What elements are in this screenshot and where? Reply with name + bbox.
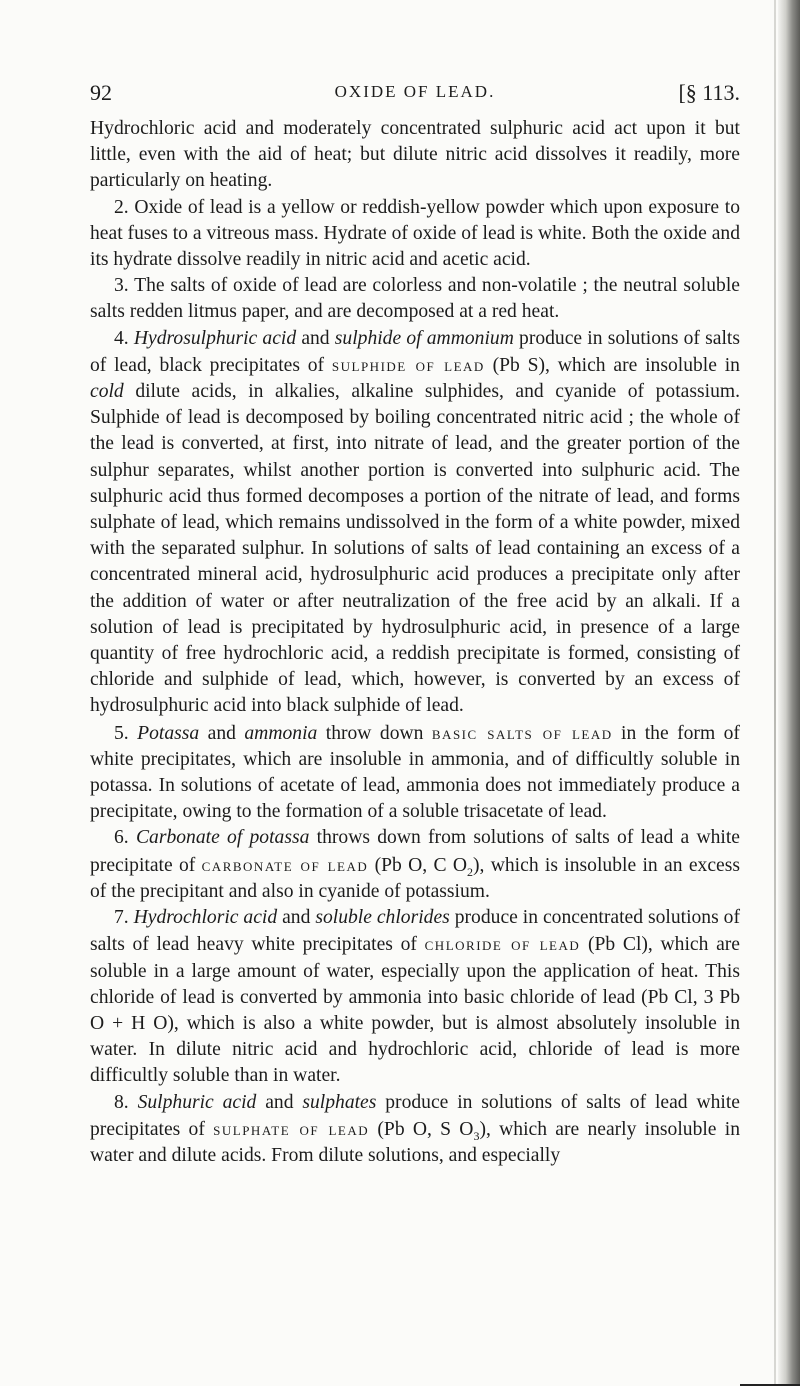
paragraph-1: Hydrochloric acid and moderately concentrated sulphuric acid act upon it but little, even with the aid of heat; but dilute nitric acid dissolves it readily, more particularly on heating. bbox=[90, 118, 740, 192]
reagent-name: sulphates bbox=[302, 1091, 377, 1113]
chemical-formula: (Pb O, C $O_2$), bbox=[374, 854, 485, 879]
page-edge-shadow bbox=[774, 0, 776, 1386]
compound-name: carbonate of lead bbox=[201, 854, 369, 875]
compound-name: sulphate of lead bbox=[213, 1118, 370, 1139]
paragraph-3: 3. The salts of oxide of lead are colorless and non-volatile ; the neutral soluble salts redden litmus paper, and are decomposed at a red heat. bbox=[90, 275, 740, 323]
paragraph-8: 8. Sulphuric acid and sulphates produce in solutions of salts of lead white precipitates of sulphate of lead (Pb O, S $O_3$), which are nearly insoluble in water and dilute acids. From dilute solutions, and especially bbox=[90, 1091, 740, 1166]
body-text bbox=[90, 116, 740, 1169]
reagent-name: ammonia bbox=[244, 722, 318, 744]
compound-name: basic salts of lead bbox=[431, 722, 613, 743]
compound-name: sulphide of lead bbox=[331, 354, 485, 375]
paragraph-6: 6. Carbonate of potassa throws down from solutions of salts of lead a white precipitate of carbonate of lead (Pb O, C $O_2$), which is insoluble in an excess of the precipitant and also in cyanide of potassium. bbox=[90, 827, 740, 902]
reagent-name: Hydrosulphuric acid bbox=[133, 327, 297, 349]
page-number: 92 bbox=[90, 80, 112, 105]
reagent-name: Potassa bbox=[137, 722, 200, 744]
reagent-name: soluble chlorides bbox=[315, 907, 450, 929]
reagent-name: Carbonate of potassa bbox=[135, 827, 310, 849]
reagent-name: sulphide of ammonium bbox=[334, 327, 514, 349]
running-header bbox=[90, 80, 740, 110]
reagent-name: Hydrochloric acid bbox=[133, 907, 278, 929]
running-title: OXIDE OF LEAD. bbox=[334, 82, 496, 101]
paragraph-7: 7. Hydrochloric acid and soluble chlorides produce in concentrated solutions of salts of lead heavy white precipitates of chloride of lead (Pb Cl), which are soluble in a large amount of water, especially upon the application of heat. This chloride of lead is converted by ammonia into basic chloride of lead (Pb Cl, 3 Pb O + H O), which is also a white powder, but is almost absolutely insoluble in water. In dilute nitric acid and hydrochloric acid, chloride of lead is more difficultly soluble than in water. bbox=[90, 907, 741, 1087]
reagent-name: Sulphuric acid bbox=[137, 1091, 257, 1113]
paragraph-5: 5. Potassa and ammonia throw down basic salts of lead in the form of white precipitates, which are insoluble in ammonia, and of difficultly soluble in potassa. In solutions of acetate of lead, ammonia does not immediately produce a precipitate, owing to the formation of a soluble trisacetate of lead. bbox=[90, 722, 740, 823]
compound-name: chloride of lead bbox=[424, 934, 581, 955]
paragraph-4: 4. Hydrosulphuric acid and sulphide of ammonium produce in solutions of salts of lead, black precipitates of sulphide of lead (Pb S), which are insoluble in cold dilute acids, in alkalies, alkaline sulphides, and cyanide of potassium. Sulphide of lead is decomposed by boiling concentrated nitric acid ; the whole of the lead is converted, at first, into nitrate of lead, and the greater portion of the sulphur separates, whilst another portion is converted into sulphuric acid. The sulphuric acid thus formed decomposes a portion of the nitrate of lead, and forms sulphate of lead, which remains undissolved in the form of a white powder, mixed with the separated sulphur. In solutions of salts of lead containing an excess of a concentrated mineral acid, hydrosulphuric acid produces a precipitate only after the addition of water or after neutralization of the free acid by an alkali. If a solution of lead is precipitated by hydrosulphuric acid, in presence of a large quantity of free hydrochloric acid, a reddish precipitate is formed, consisting of chloride and sulphide of lead, which, however, is converted by an excess of hydrosulphuric acid into black sulphide of lead. bbox=[90, 327, 741, 717]
page-binding-edge bbox=[778, 0, 800, 1386]
section-reference: [§ 113. bbox=[678, 80, 740, 105]
chemical-formula: (Pb O, S $O_3$), bbox=[377, 1118, 491, 1143]
paragraph-2: 2. Oxide of lead is a yellow or reddish-yellow powder which upon exposure to heat fuses to a vitreous mass. Hydrate of oxide of lead is white. Both the oxide and its hydrate dissolve readily in nitric acid and acetic acid. bbox=[90, 196, 740, 271]
